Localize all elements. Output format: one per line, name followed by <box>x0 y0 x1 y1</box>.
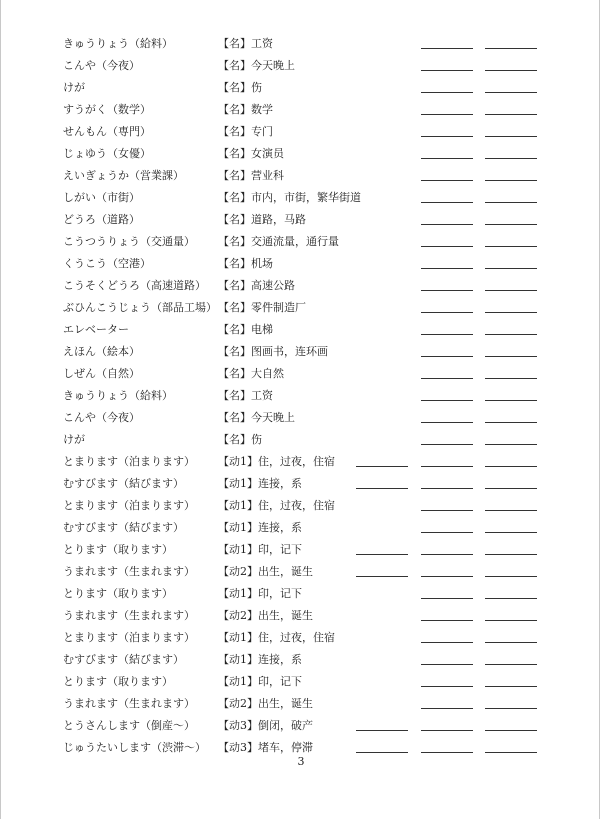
answer-blank-line <box>421 598 473 599</box>
answer-blank-line <box>421 444 473 445</box>
vocab-definition: 【名】零件制造厂 <box>218 301 306 314</box>
vocab-row <box>1 627 600 649</box>
vocab-word: けが <box>63 433 85 446</box>
vocab-row <box>1 407 600 429</box>
vocab-word: うまれます（生まれます） <box>63 697 195 710</box>
vocab-row <box>1 583 600 605</box>
answer-blank-line <box>421 510 473 511</box>
vocab-row <box>1 605 600 627</box>
answer-blank-line <box>485 664 537 665</box>
vocab-row <box>1 165 600 187</box>
answer-blank-line <box>421 642 473 643</box>
vocab-word: とまります（泊まります） <box>63 631 195 644</box>
vocab-definition: 【名】工资 <box>218 389 273 402</box>
answer-blank-line <box>421 576 473 577</box>
answer-blank-line <box>421 136 473 137</box>
vocab-row <box>1 209 600 231</box>
vocab-row <box>1 121 600 143</box>
vocab-word: とまります（泊まります） <box>63 455 195 468</box>
vocab-word: きゅうりょう（給料） <box>63 37 173 50</box>
answer-blank-line <box>485 422 537 423</box>
vocab-definition: 【名】伤 <box>218 81 262 94</box>
answer-blank-line <box>485 620 537 621</box>
vocab-row <box>1 187 600 209</box>
vocab-definition: 【名】交通流量，通行量 <box>218 235 339 248</box>
answer-blank-line <box>485 554 537 555</box>
vocab-word: こうつうりょう（交通量） <box>63 235 195 248</box>
vocab-row <box>1 55 600 77</box>
vocab-definition: 【动3】倒闭，破产 <box>218 719 313 732</box>
vocab-row <box>1 649 600 671</box>
answer-blank-line <box>485 378 537 379</box>
vocabulary-list <box>1 33 600 759</box>
answer-blank-line <box>485 312 537 313</box>
vocab-row <box>1 275 600 297</box>
vocab-word: きゅうりょう（給料） <box>63 389 173 402</box>
vocab-definition: 【动1】印，记下 <box>218 675 302 688</box>
vocab-definition: 【动1】住，过夜，住宿 <box>218 455 335 468</box>
vocab-row <box>1 363 600 385</box>
answer-blank-line <box>485 70 537 71</box>
vocab-definition: 【动1】连接，系 <box>218 653 302 666</box>
answer-blank-line <box>485 444 537 445</box>
vocab-row <box>1 77 600 99</box>
answer-blank-line <box>356 554 408 555</box>
vocab-row <box>1 429 600 451</box>
vocab-definition: 【名】图画书，连环画 <box>218 345 328 358</box>
answer-blank-line <box>421 224 473 225</box>
answer-blank-line <box>356 576 408 577</box>
vocab-word: えいぎょうか（営業課） <box>63 169 184 182</box>
vocab-word: ぶひんこうじょう（部品工場） <box>63 301 217 314</box>
vocab-definition: 【名】专门 <box>218 125 273 138</box>
vocab-definition: 【名】今天晚上 <box>218 59 295 72</box>
vocab-row <box>1 231 600 253</box>
answer-blank-line <box>485 268 537 269</box>
vocab-word: こんや（今夜） <box>63 411 140 424</box>
vocab-definition: 【动2】出生，诞生 <box>218 609 313 622</box>
vocab-row <box>1 517 600 539</box>
vocab-definition: 【动1】连接，系 <box>218 477 302 490</box>
answer-blank-line <box>485 466 537 467</box>
vocab-word: くうこう（空港） <box>63 257 151 270</box>
answer-blank-line <box>421 70 473 71</box>
vocab-definition: 【名】伤 <box>218 433 262 446</box>
answer-blank-line <box>421 620 473 621</box>
answer-blank-line <box>485 158 537 159</box>
vocab-definition: 【动1】住，过夜，住宿 <box>218 499 335 512</box>
answer-blank-line <box>485 598 537 599</box>
answer-blank-line <box>485 576 537 577</box>
answer-blank-line <box>421 488 473 489</box>
vocab-word: うまれます（生まれます） <box>63 565 195 578</box>
vocab-row <box>1 693 600 715</box>
answer-blank-line <box>421 686 473 687</box>
vocab-word: とります（取ります） <box>63 587 173 600</box>
answer-blank-line <box>485 400 537 401</box>
answer-blank-line <box>485 290 537 291</box>
vocab-row <box>1 253 600 275</box>
vocab-definition: 【名】高速公路 <box>218 279 295 292</box>
vocab-word: とります（取ります） <box>63 543 173 556</box>
vocab-word: とまります（泊まります） <box>63 499 195 512</box>
vocab-definition: 【名】营业科 <box>218 169 284 182</box>
vocab-definition: 【名】今天晚上 <box>218 411 295 424</box>
answer-blank-line <box>421 92 473 93</box>
answer-blank-line <box>356 466 408 467</box>
answer-blank-line <box>421 466 473 467</box>
answer-blank-line <box>485 180 537 181</box>
answer-blank-line <box>485 136 537 137</box>
vocab-word: しがい（市街） <box>63 191 140 204</box>
answer-blank-line <box>485 246 537 247</box>
vocab-row <box>1 715 600 737</box>
vocab-row <box>1 99 600 121</box>
vocab-word: とうさんします（倒産〜） <box>63 719 195 732</box>
answer-blank-line <box>485 114 537 115</box>
vocab-definition: 【名】道路，马路 <box>218 213 306 226</box>
answer-blank-line <box>485 48 537 49</box>
vocab-word: えほん（絵本） <box>63 345 140 358</box>
vocab-word: うまれます（生まれます） <box>63 609 195 622</box>
answer-blank-line <box>421 554 473 555</box>
vocab-word: しぜん（自然） <box>63 367 140 380</box>
vocab-word: むすびます（結びます） <box>63 521 184 534</box>
vocab-word: こうそくどうろ（高速道路） <box>63 279 206 292</box>
vocab-definition: 【名】工资 <box>218 37 273 50</box>
vocab-row <box>1 143 600 165</box>
vocab-row <box>1 539 600 561</box>
vocab-definition: 【名】数学 <box>218 103 273 116</box>
vocab-word: じょゆう（女優） <box>63 147 151 160</box>
vocab-row <box>1 671 600 693</box>
answer-blank-line <box>485 708 537 709</box>
vocab-word: こんや（今夜） <box>63 59 140 72</box>
answer-blank-line <box>421 180 473 181</box>
answer-blank-line <box>421 422 473 423</box>
vocab-definition: 【动1】印，记下 <box>218 543 302 556</box>
answer-blank-line <box>421 202 473 203</box>
vocab-row <box>1 297 600 319</box>
vocab-definition: 【动1】住，过夜，住宿 <box>218 631 335 644</box>
answer-blank-line <box>485 488 537 489</box>
vocab-word: どうろ（道路） <box>63 213 140 226</box>
answer-blank-line <box>421 290 473 291</box>
answer-blank-line <box>485 92 537 93</box>
vocab-word: せんもん（専門） <box>63 125 151 138</box>
answer-blank-line <box>356 488 408 489</box>
answer-blank-line <box>485 532 537 533</box>
answer-blank-line <box>421 48 473 49</box>
vocab-row <box>1 341 600 363</box>
vocab-definition: 【动3】堵车，停滞 <box>218 741 313 754</box>
answer-blank-line <box>485 202 537 203</box>
answer-blank-line <box>485 730 537 731</box>
answer-blank-line <box>485 356 537 357</box>
page-number: 3 <box>297 755 305 768</box>
answer-blank-line <box>421 158 473 159</box>
vocab-row <box>1 473 600 495</box>
vocab-word: むすびます（結びます） <box>63 653 184 666</box>
answer-blank-line <box>421 752 473 753</box>
vocab-row <box>1 451 600 473</box>
vocab-row <box>1 561 600 583</box>
vocab-row <box>1 33 600 55</box>
answer-blank-line <box>485 334 537 335</box>
answer-blank-line <box>421 532 473 533</box>
answer-blank-line <box>485 752 537 753</box>
answer-blank-line <box>356 730 408 731</box>
answer-blank-line <box>485 224 537 225</box>
answer-blank-line <box>421 246 473 247</box>
vocab-definition: 【名】女演员 <box>218 147 284 160</box>
answer-blank-line <box>421 664 473 665</box>
vocab-definition: 【动2】出生，诞生 <box>218 565 313 578</box>
vocab-word: エレベーター <box>63 323 129 336</box>
answer-blank-line <box>421 378 473 379</box>
vocab-word: じゅうたいします（渋滞〜） <box>63 741 206 754</box>
answer-blank-line <box>485 686 537 687</box>
vocab-word: とります（取ります） <box>63 675 173 688</box>
vocab-word: むすびます（結びます） <box>63 477 184 490</box>
answer-blank-line <box>421 268 473 269</box>
answer-blank-line <box>421 400 473 401</box>
vocab-definition: 【名】电梯 <box>218 323 273 336</box>
answer-blank-line <box>485 510 537 511</box>
answer-blank-line <box>421 312 473 313</box>
answer-blank-line <box>421 730 473 731</box>
answer-blank-line <box>421 356 473 357</box>
vocab-row <box>1 385 600 407</box>
vocab-word: けが <box>63 81 85 94</box>
vocab-row <box>1 319 600 341</box>
answer-blank-line <box>485 642 537 643</box>
vocab-definition: 【名】市内，市街，繁华街道 <box>218 191 361 204</box>
answer-blank-line <box>356 752 408 753</box>
vocab-definition: 【动1】印，记下 <box>218 587 302 600</box>
vocab-definition: 【动1】连接，系 <box>218 521 302 534</box>
answer-blank-line <box>421 708 473 709</box>
vocab-row <box>1 495 600 517</box>
vocab-definition: 【名】机场 <box>218 257 273 270</box>
vocab-word: すうがく（数学） <box>63 103 151 116</box>
answer-blank-line <box>421 114 473 115</box>
answer-blank-line <box>421 334 473 335</box>
vocab-definition: 【名】大自然 <box>218 367 284 380</box>
vocab-definition: 【动2】出生，诞生 <box>218 697 313 710</box>
